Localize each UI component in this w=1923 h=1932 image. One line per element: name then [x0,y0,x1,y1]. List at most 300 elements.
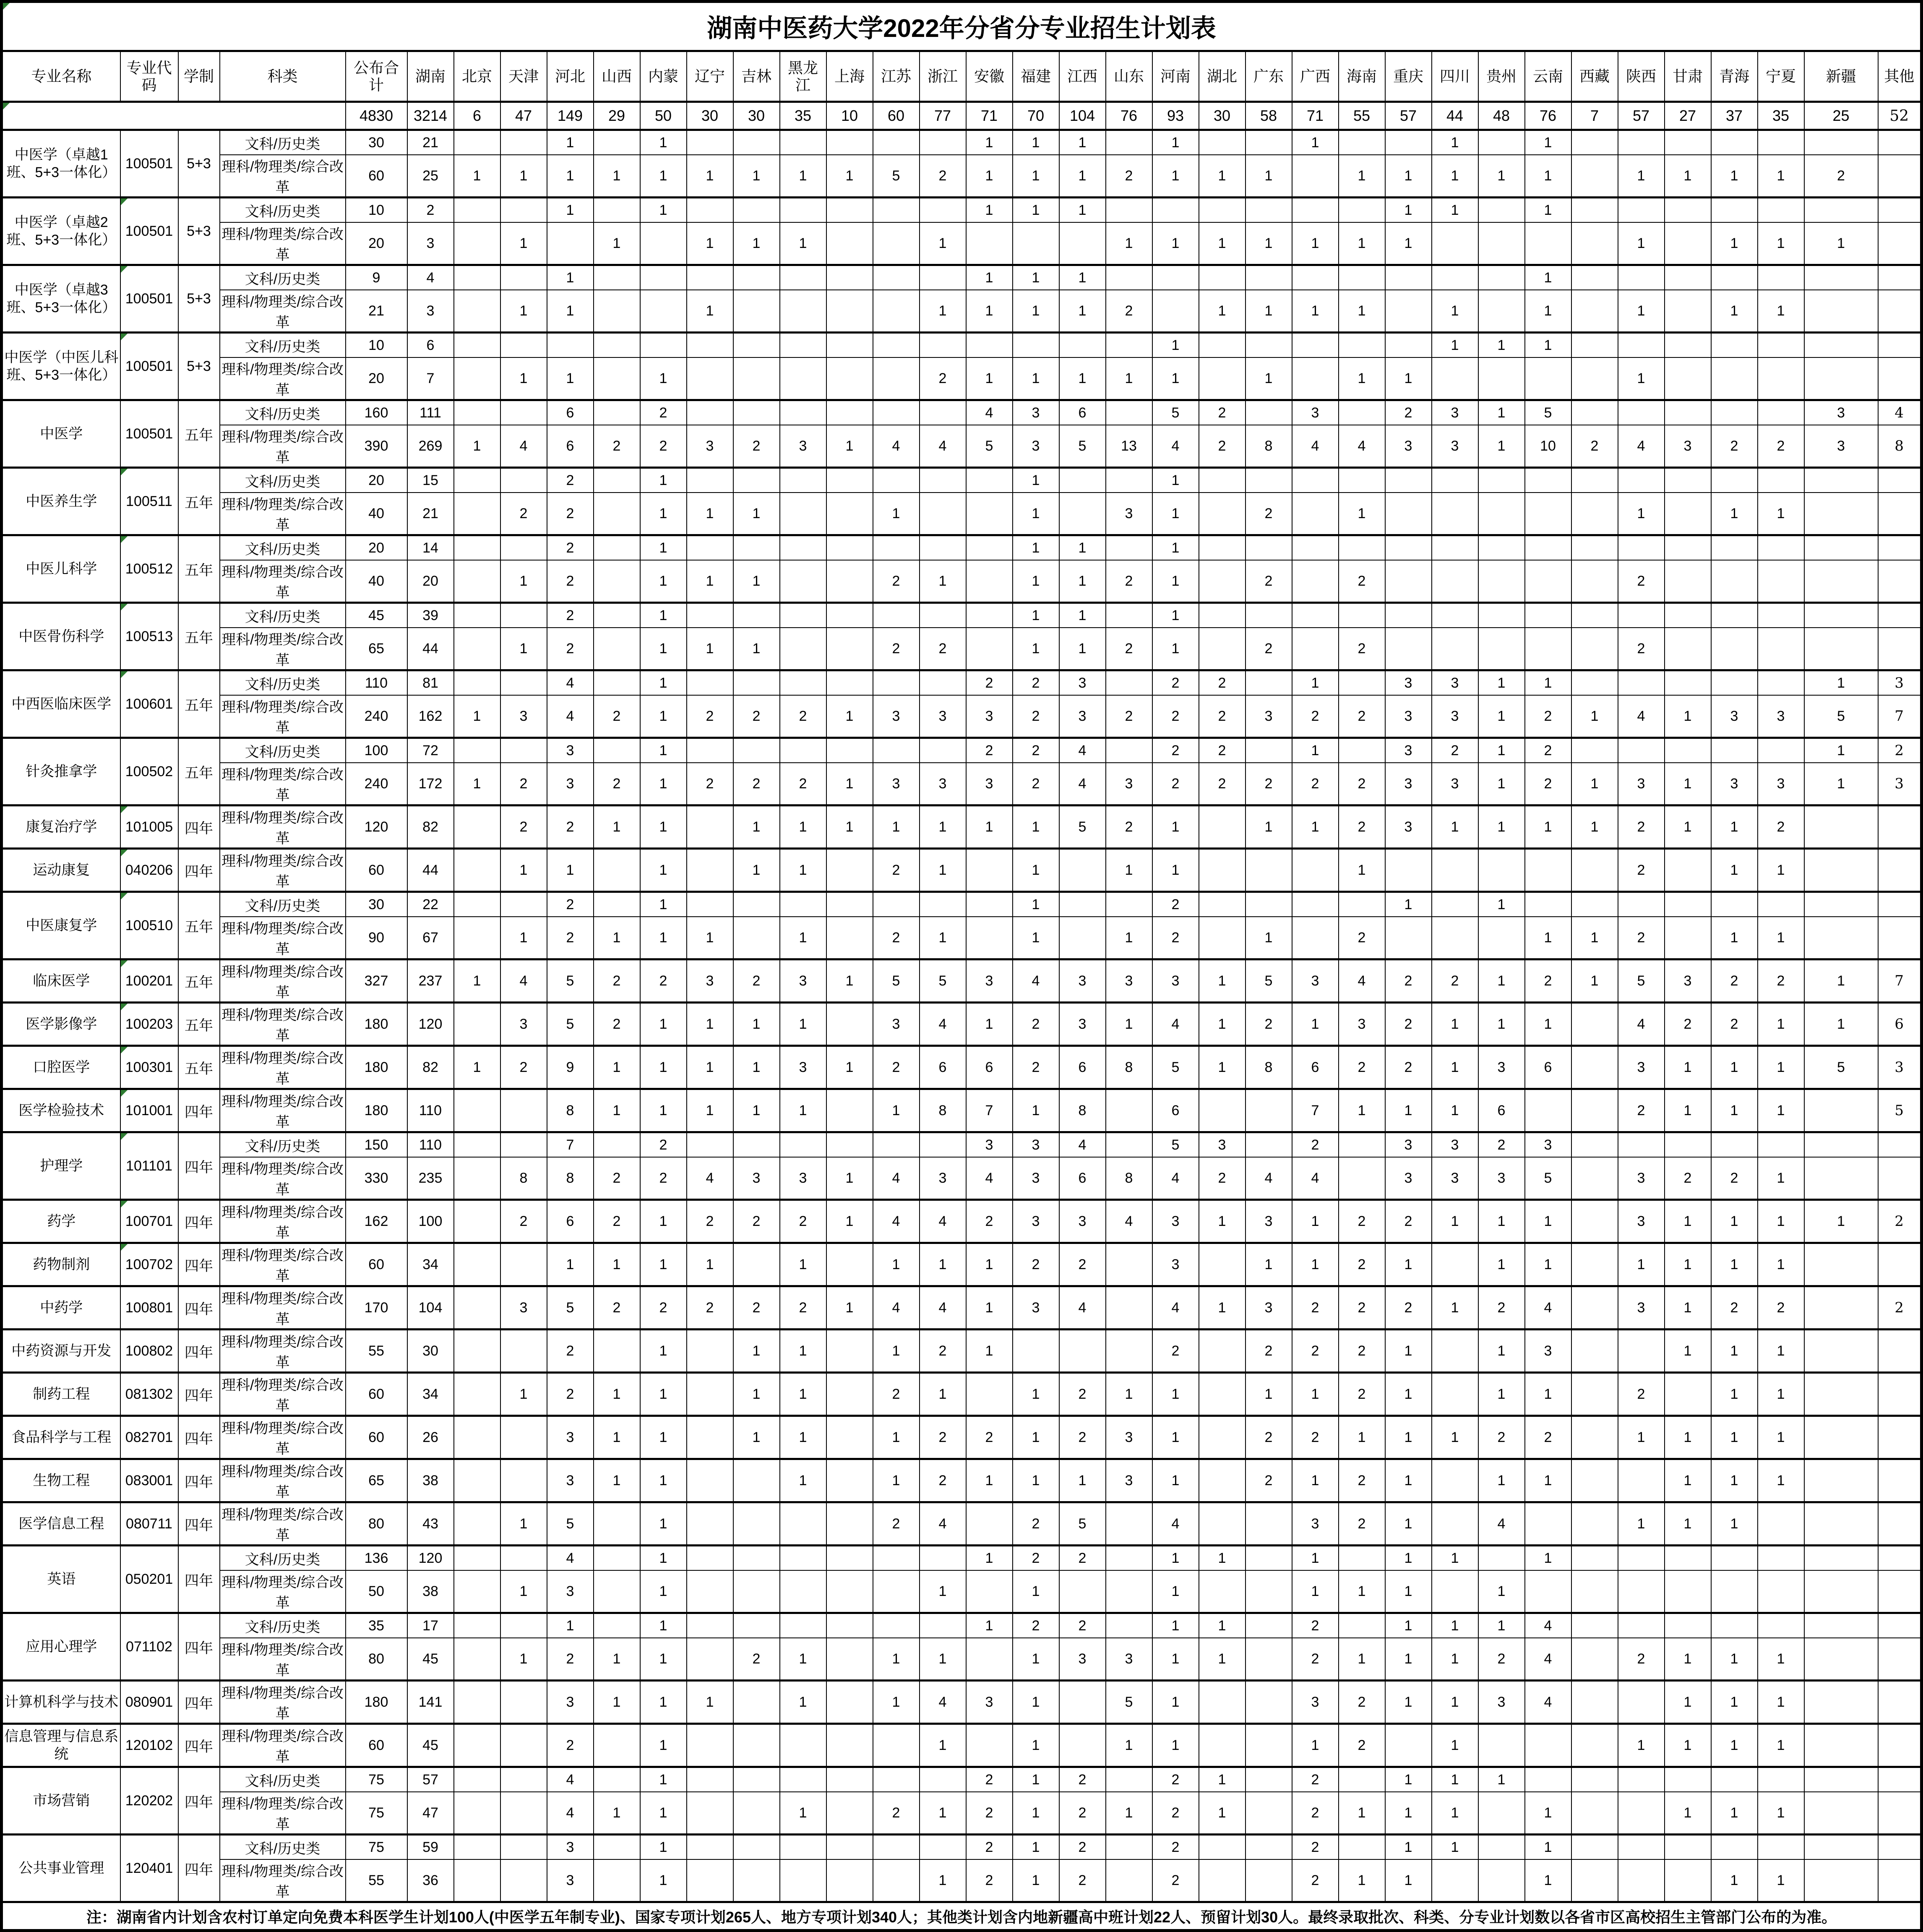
plan-cell: 172 [407,763,454,806]
plan-cell: 1 [1199,1767,1246,1792]
plan-row [2,400,1922,425]
major-name-cell: 中医学（中医儿科班、5+3一体化） [2,333,120,400]
plan-cell: 2 [1013,670,1059,696]
plan-cell: 2 [1013,1003,1059,1046]
plan-cell: 1 [547,1243,594,1286]
plan-cell [1758,892,1804,917]
plan-cell: 2 [1665,1157,1711,1200]
major-name-cell: 应用心理学 [2,1613,120,1681]
plan-cell: 2 [1013,1046,1059,1089]
total-cell: 30 [1199,102,1246,130]
plan-cell: 20 [346,357,407,400]
plan-cell: 2 [1385,1003,1432,1046]
plan-cell [1804,603,1878,628]
col-header-36: 其他 [1878,51,1922,102]
plan-cell [594,493,640,535]
plan-cell: 1 [826,959,873,1003]
major-name-cell: 中医学（卓越1班、5+3一体化） [2,130,120,198]
plan-cell [1665,917,1711,959]
plan-cell: 1 [500,357,547,400]
plan-cell [733,198,780,223]
plan-cell [1525,535,1571,561]
plan-cell: 1 [454,1046,500,1089]
plan-cell [1292,628,1339,670]
plan-cell: 4 [500,959,547,1003]
plan-cell: 2 [1618,917,1665,959]
plan-cell [873,738,920,763]
plan-cell: 1 [594,1792,640,1835]
plan-cell [1106,333,1152,358]
title-row [2,2,1922,51]
plan-cell: 1 [1432,1638,1478,1681]
plan-cell [1059,1330,1106,1373]
plan-cell: 1 [1013,892,1059,917]
plan-cell: 2 [547,917,594,959]
plan-cell: 17 [407,1613,454,1638]
plan-cell: 2 [1339,806,1385,849]
plan-cell: 1 [1292,130,1339,155]
plan-cell: 1 [1478,892,1525,917]
plan-cell [1804,806,1878,849]
col-header-33: 青海 [1711,51,1758,102]
plan-cell [873,1767,920,1792]
plan-cell: 2 [1106,155,1152,198]
plan-cell: 1 [1525,670,1571,696]
plan-cell: 1 [1478,806,1525,849]
plan-cell [1618,1546,1665,1571]
plan-cell: 330 [346,1157,407,1200]
plan-cell: 2 [1525,738,1571,763]
plan-cell [1804,1546,1878,1571]
plan-cell: 1 [1106,1373,1152,1416]
plan-cell: 2 [1199,1157,1246,1200]
plan-cell: 7 [1878,695,1922,738]
plan-cell [1339,198,1385,223]
plan-cell [920,130,966,155]
plan-cell: 4 [547,695,594,738]
plan-cell [1758,400,1804,425]
major-code-cell: 101005 [120,806,178,849]
subject-track-cell: 理科/物理类/综合改革 [220,1330,346,1373]
col-header-17: 安徽 [966,51,1013,102]
plan-cell: 60 [346,849,407,892]
plan-row [2,1792,1922,1835]
plan-cell: 1 [1199,959,1246,1003]
col-header-27: 四川 [1432,51,1478,102]
plan-cell: 3 [407,290,454,333]
col-header-21: 河南 [1152,51,1199,102]
plan-cell [1571,1330,1618,1373]
plan-cell: 1 [733,1089,780,1132]
plan-cell [1525,357,1571,400]
plan-cell [873,290,920,333]
plan-cell: 3 [1525,1330,1571,1373]
plan-cell: 4 [407,265,454,290]
plan-cell: 3 [1432,400,1478,425]
plan-cell: 55 [346,1859,407,1902]
plan-cell: 1 [920,806,966,849]
plan-cell [1385,560,1432,603]
plan-cell: 1 [1478,1003,1525,1046]
plan-cell: 1 [500,155,547,198]
plan-cell [1385,265,1432,290]
plan-cell [966,1373,1013,1416]
plan-cell: 3 [1618,763,1665,806]
plan-cell [1878,1502,1922,1546]
plan-cell: 2 [547,468,594,493]
plan-cell [500,265,547,290]
plan-cell: 1 [640,1373,687,1416]
plan-cell: 3 [1059,695,1106,738]
plan-cell: 65 [346,1459,407,1502]
plan-cell [687,1859,733,1902]
plan-cell [873,1613,920,1638]
plan-cell: 1 [1804,222,1878,265]
plan-cell: 3 [547,738,594,763]
subject-track-cell: 文科/历史类 [220,1613,346,1638]
plan-cell: 1 [1106,222,1152,265]
plan-cell: 1 [1665,1416,1711,1459]
plan-cell: 1 [1385,1613,1432,1638]
plan-cell: 3 [780,959,826,1003]
plan-cell: 1 [1711,1681,1758,1724]
plan-cell: 1 [1525,155,1571,198]
plan-cell: 1 [920,222,966,265]
plan-cell [594,670,640,696]
plan-cell: 4 [547,1546,594,1571]
plan-cell: 1 [500,290,547,333]
plan-cell: 1 [1665,1286,1711,1330]
plan-cell [1106,400,1152,425]
plan-cell: 1 [594,155,640,198]
plan-cell [1878,603,1922,628]
major-code-cell: 100510 [120,892,178,959]
plan-cell [500,892,547,917]
plan-cell: 1 [1665,763,1711,806]
plan-cell: 1 [780,1089,826,1132]
major-name-cell: 运动康复 [2,849,120,892]
plan-cell: 2 [733,1638,780,1681]
total-cell: 104 [1059,102,1106,130]
plan-cell: 1 [1385,155,1432,198]
plan-cell [1665,1570,1711,1613]
subject-track-cell: 理科/物理类/综合改革 [220,806,346,849]
plan-cell: 44 [407,628,454,670]
plan-cell: 5 [966,425,1013,468]
plan-cell: 1 [1199,1546,1246,1571]
plan-cell: 4 [687,1157,733,1200]
plan-cell [1246,1767,1292,1792]
plan-cell: 1 [1059,560,1106,603]
plan-cell: 3 [1711,695,1758,738]
total-cell: 7 [1571,102,1618,130]
plan-cell: 2 [1106,695,1152,738]
plan-cell: 1 [500,560,547,603]
col-header-7: 天津 [500,51,547,102]
plan-cell: 1 [1618,357,1665,400]
plan-cell: 1 [873,1089,920,1132]
major-name-cell: 药学 [2,1200,120,1243]
plan-cell [1478,849,1525,892]
plan-cell: 1 [594,1243,640,1286]
plan-cell [687,468,733,493]
plan-cell [780,493,826,535]
plan-cell: 1 [780,1373,826,1416]
plan-cell: 3 [500,695,547,738]
plan-cell [780,1546,826,1571]
col-header-23: 广东 [1246,51,1292,102]
plan-cell [687,535,733,561]
plan-cell: 5 [1618,959,1665,1003]
plan-cell [966,333,1013,358]
plan-cell [500,535,547,561]
plan-cell [594,1613,640,1638]
plan-cell: 1 [1152,493,1199,535]
plan-cell: 1 [1711,1459,1758,1502]
plan-cell [1618,1835,1665,1860]
plan-cell [1432,917,1478,959]
plan-cell: 1 [1106,1003,1152,1046]
plan-cell: 1 [1106,1792,1152,1835]
plan-cell: 1 [1758,493,1804,535]
plan-cell [1571,1416,1618,1459]
plan-cell: 2 [594,1200,640,1243]
plan-cell: 1 [1432,1681,1478,1724]
plan-cell [1385,603,1432,628]
plan-cell [966,1638,1013,1681]
plan-cell [1292,265,1339,290]
plan-cell [780,333,826,358]
plan-cell: 2 [1618,1089,1665,1132]
plan-cell [1246,1835,1292,1860]
plan-cell: 3 [500,1286,547,1330]
plan-cell: 1 [1711,1243,1758,1286]
plan-cell [966,560,1013,603]
plan-cell [733,917,780,959]
plan-row [2,1286,1922,1330]
plan-cell [500,400,547,425]
plan-cell [966,1570,1013,1613]
plan-cell [1059,1724,1106,1767]
plan-cell [1199,265,1246,290]
plan-cell [500,198,547,223]
plan-cell: 1 [1385,1243,1432,1286]
plan-cell [1339,468,1385,493]
plan-cell: 1 [1758,1724,1804,1767]
plan-cell [1385,493,1432,535]
plan-cell [1878,290,1922,333]
subject-track-cell: 文科/历史类 [220,603,346,628]
plan-cell [1525,628,1571,670]
plan-cell: 1 [780,917,826,959]
plan-cell: 1 [733,1046,780,1089]
plan-cell: 3 [1432,763,1478,806]
plan-cell [687,198,733,223]
plan-cell [454,670,500,696]
plan-cell [1246,1502,1292,1546]
plan-cell: 2 [1525,763,1571,806]
plan-cell [1339,265,1385,290]
plan-cell: 3 [1618,1046,1665,1089]
plan-cell [500,468,547,493]
plan-cell: 1 [1665,1724,1711,1767]
plan-cell: 1 [640,1502,687,1546]
plan-cell [1878,1570,1922,1613]
plan-cell: 2 [1059,1373,1106,1416]
plan-cell [1804,357,1878,400]
plan-cell: 82 [407,806,454,849]
plan-cell [454,603,500,628]
plan-cell: 21 [407,130,454,155]
major-code-cell: 100702 [120,1243,178,1286]
total-cell: 57 [1618,102,1665,130]
plan-cell [1665,130,1711,155]
plan-cell [594,357,640,400]
plan-cell [500,1546,547,1571]
plan-cell [454,1724,500,1767]
plan-cell: 2 [966,1835,1013,1860]
plan-cell [1246,1681,1292,1724]
plan-cell [500,1835,547,1860]
plan-cell: 1 [687,917,733,959]
plan-cell [500,670,547,696]
plan-cell: 2 [1478,1416,1525,1459]
plan-cell: 7 [966,1089,1013,1132]
plan-cell: 1 [640,1638,687,1681]
plan-cell [687,1330,733,1373]
plan-cell [1152,198,1199,223]
plan-cell [1339,738,1385,763]
plan-cell [1758,535,1804,561]
plan-cell [873,1859,920,1902]
plan-cell: 1 [1292,1243,1339,1286]
plan-cell [920,400,966,425]
col-header-25: 海南 [1339,51,1385,102]
plan-cell [594,1132,640,1158]
plan-cell: 8 [1106,1157,1152,1200]
study-years-cell: 四年 [178,1681,220,1724]
plan-row [2,1003,1922,1046]
plan-cell [1711,670,1758,696]
plan-cell [687,400,733,425]
plan-cell: 1 [1013,357,1059,400]
plan-cell: 2 [1106,806,1152,849]
plan-cell: 1 [640,468,687,493]
plan-cell: 4 [1152,425,1199,468]
plan-cell [1106,468,1152,493]
plan-row [2,1200,1922,1243]
plan-cell [826,1767,873,1792]
plan-cell: 1 [1525,1546,1571,1571]
plan-cell: 1 [454,425,500,468]
plan-cell: 1 [1013,1681,1059,1724]
study-years-cell: 5+3 [178,265,220,333]
major-name-cell: 临床医学 [2,959,120,1003]
plan-cell [454,1613,500,1638]
total-cell: 71 [1292,102,1339,130]
plan-cell [594,1835,640,1860]
plan-cell: 2 [733,763,780,806]
plan-cell [873,130,920,155]
major-name-cell: 公共事业管理 [2,1835,120,1902]
plan-cell: 1 [826,1200,873,1243]
plan-cell: 2 [547,806,594,849]
plan-cell: 2 [1758,806,1804,849]
plan-cell [1804,1724,1878,1767]
col-header-8: 河北 [547,51,594,102]
plan-cell: 1 [1152,1546,1199,1571]
plan-cell: 3 [1385,425,1432,468]
header-row [2,51,1922,102]
plan-cell: 2 [1525,695,1571,738]
plan-cell: 2 [873,1373,920,1416]
subject-track-cell: 理科/物理类/综合改革 [220,222,346,265]
plan-cell: 1 [1711,1859,1758,1902]
plan-cell [1199,1373,1246,1416]
subject-track-cell: 文科/历史类 [220,468,346,493]
plan-cell [1246,535,1292,561]
plan-cell: 3 [1246,695,1292,738]
plan-cell: 1 [733,1330,780,1373]
plan-cell [1246,1613,1292,1638]
plan-cell [1246,400,1292,425]
plan-cell: 1 [1152,222,1199,265]
subject-track-cell: 理科/物理类/综合改革 [220,1157,346,1200]
plan-cell: 1 [1758,1157,1804,1200]
plan-cell [1525,560,1571,603]
plan-cell [1878,628,1922,670]
plan-cell: 1 [826,155,873,198]
subject-track-cell: 文科/历史类 [220,130,346,155]
plan-cell [500,738,547,763]
plan-cell: 1 [1013,198,1059,223]
plan-cell: 1 [1013,1638,1059,1681]
major-name-cell: 中医骨伤科学 [2,603,120,670]
plan-cell [1292,917,1339,959]
plan-cell [1199,1859,1246,1902]
plan-cell: 1 [1292,738,1339,763]
total-cell: 52 [1878,102,1922,130]
major-name-cell: 药物制剂 [2,1243,120,1286]
plan-cell [826,1132,873,1158]
plan-cell: 1 [1432,1724,1478,1767]
plan-cell: 1 [1013,1835,1059,1860]
plan-cell: 75 [346,1835,407,1860]
plan-cell: 1 [1711,1724,1758,1767]
plan-cell [1106,1089,1152,1132]
plan-cell: 1 [780,1459,826,1502]
plan-cell [1665,493,1711,535]
plan-cell: 2 [594,1286,640,1330]
plan-cell: 2 [873,917,920,959]
plan-cell: 2 [1618,628,1665,670]
plan-cell: 1 [1292,1546,1339,1571]
plan-cell: 1 [1432,1416,1478,1459]
plan-cell: 1 [1618,1243,1665,1286]
study-years-cell: 四年 [178,1724,220,1767]
plan-cell [1571,1638,1618,1681]
plan-cell: 5 [1059,425,1106,468]
subject-track-cell: 文科/历史类 [220,535,346,561]
plan-cell: 3 [1432,670,1478,696]
total-cell: 30 [733,102,780,130]
plan-cell: 2 [547,1373,594,1416]
study-years-cell: 5+3 [178,198,220,265]
plan-cell: 2 [1618,1638,1665,1681]
plan-cell: 47 [407,1792,454,1835]
plan-cell [1804,1416,1878,1459]
plan-cell: 3 [687,425,733,468]
